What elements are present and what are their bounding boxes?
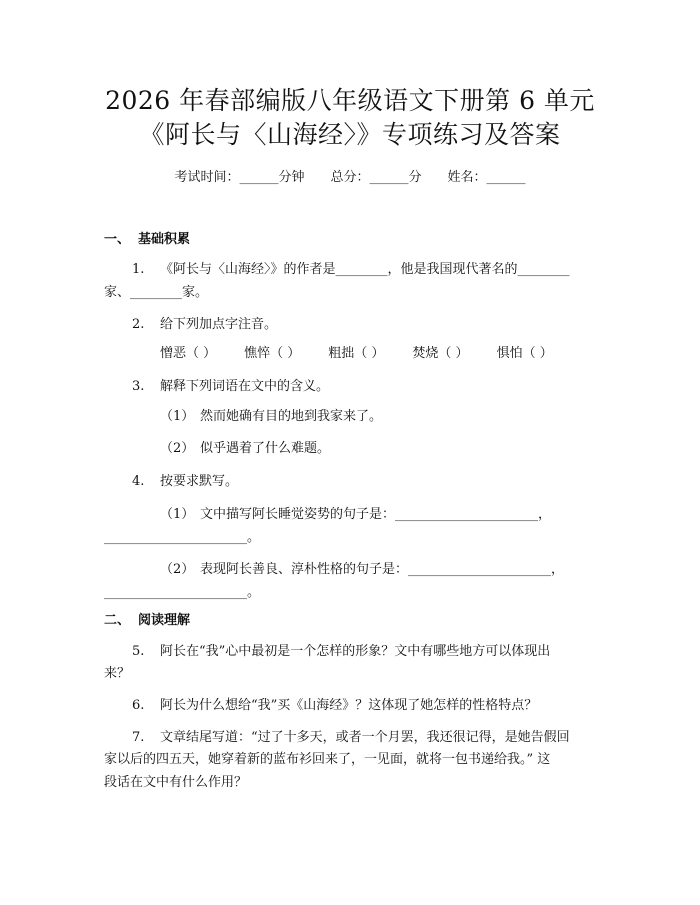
sub-text: 表现阿长善良、淳朴性格的句子是：______________________， [200, 562, 565, 577]
question-4 [132, 474, 238, 490]
question-4-sub-1-continuation: ______________________。 [104, 530, 261, 545]
question-1 [132, 262, 570, 278]
question-text: 按要求默写。 [160, 474, 239, 489]
section-number: 二、 [104, 613, 131, 628]
question-text: 《阿长与〈山海经〉》的作者是________，他是我国现代著名的________ [160, 262, 570, 277]
question-7 [132, 730, 570, 746]
question-3-sub-2 [160, 441, 330, 457]
question-7-continuation-2: 段话在文中有什么作用？ [104, 775, 248, 790]
sub-number: （2） [160, 562, 195, 577]
sub-number: （2） [160, 441, 195, 456]
sub-text: 然而她确有目的地到我家来了。 [200, 409, 383, 424]
question-text: 阿长在“我”心中最初是一个怎样的形象？文中有哪些地方可以体现出 [160, 644, 551, 659]
question-number: 6. [132, 698, 145, 713]
question-number: 4. [132, 474, 145, 489]
sub-number: （1） [160, 409, 195, 424]
question-5-continuation: 来？ [104, 666, 131, 681]
pinyin-word: 惧怕（ ） [496, 346, 553, 361]
pinyin-word-list [160, 346, 581, 362]
section-heading-2 [104, 613, 190, 629]
section-number: 一、 [104, 232, 131, 247]
exam-time-field[interactable]: 考试时间：______分钟 [174, 170, 305, 185]
sub-text: 似乎遇着了什么难题。 [200, 441, 331, 456]
exam-info-line [0, 170, 700, 186]
question-number: 5. [132, 644, 145, 659]
question-1-continuation: 家、________家。 [104, 285, 209, 300]
question-3-sub-1 [160, 409, 382, 425]
question-text: 文章结尾写道：“过了十多天，或者一个月罢，我还很记得，是她告假回 [160, 730, 570, 745]
pinyin-word: 憔悴（ ） [244, 346, 301, 361]
question-4-sub-1 [160, 507, 551, 523]
question-text: 阿长为什么想给“我”买《山海经》？这体现了她怎样的性格特点？ [160, 698, 538, 713]
document-title-line1: 2026 年春部编版八年级语文下册第 6 单元 [105, 86, 595, 115]
section-title: 基础积累 [138, 232, 191, 247]
document-title-line2: 《阿长与〈山海经〉》专项练习及答案 [139, 120, 561, 149]
question-5 [132, 644, 550, 660]
question-6 [132, 698, 537, 714]
question-text: 给下列加点字注音。 [160, 317, 278, 332]
total-score-field[interactable]: 总分：______分 [330, 170, 422, 185]
pinyin-word: 粗拙（ ） [328, 346, 385, 361]
sub-text: 文中描写阿长睡觉姿势的句子是：______________________， [200, 507, 552, 522]
sub-number: （1） [160, 507, 195, 522]
question-4-sub-2 [160, 562, 564, 578]
question-2 [132, 317, 277, 333]
section-heading-1 [104, 232, 190, 248]
question-7-continuation-1: 家以后的四五天，她穿着新的蓝布衫回来了，一见面，就将一包书递给我。” 这 [104, 752, 551, 767]
question-4-sub-2-continuation: ______________________。 [104, 585, 261, 600]
question-number: 2. [132, 317, 145, 332]
question-number: 1. [132, 262, 145, 277]
question-number: 7. [132, 730, 145, 745]
pinyin-word: 焚烧（ ） [412, 346, 469, 361]
question-text: 解释下列词语在文中的含义。 [160, 379, 330, 394]
student-name-field[interactable]: 姓名：______ [447, 170, 526, 185]
question-3 [132, 379, 329, 395]
section-title: 阅读理解 [138, 613, 191, 628]
question-number: 3. [132, 379, 145, 394]
pinyin-word: 憎恶（ ） [160, 346, 217, 361]
